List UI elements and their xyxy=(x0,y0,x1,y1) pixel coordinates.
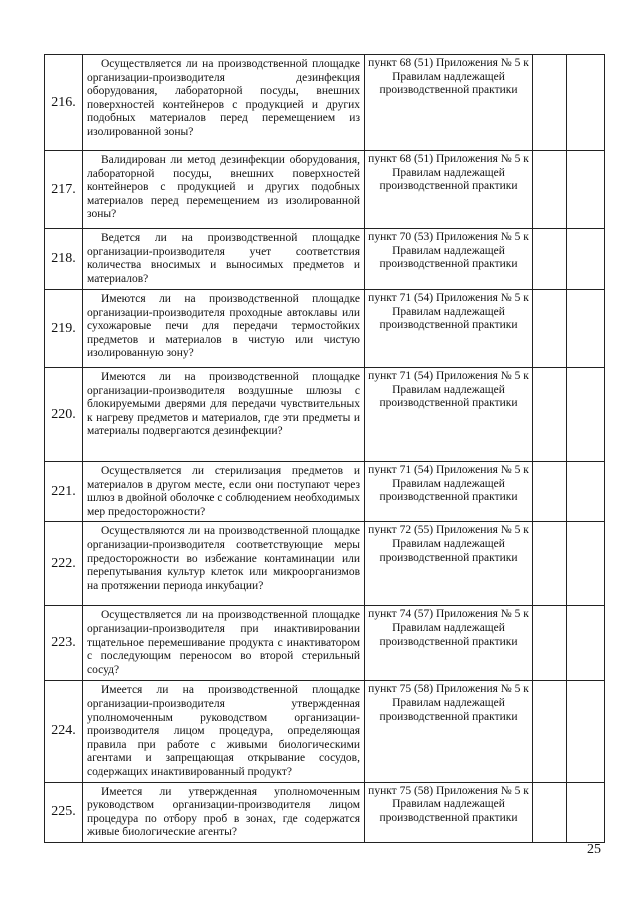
table-row xyxy=(45,462,605,522)
reference-cell: пункт 75 (58) Приложения № 5 к Правилам надлежащей производственной практики xyxy=(365,782,533,842)
answer-cell-yes xyxy=(533,290,567,368)
answer-cell-no xyxy=(567,151,605,229)
table-row xyxy=(45,522,605,606)
answer-cell-no xyxy=(567,462,605,522)
question-text: Ведется ли на производственной площадке организации-производителя учет соответствия количества вносимых и выносимых предметов и материалов? xyxy=(87,232,360,285)
question-cell xyxy=(83,290,365,368)
question-cell xyxy=(83,681,365,782)
row-number: 216. xyxy=(45,55,83,151)
reference-cell: пункт 72 (55) Приложения № 5 к Правилам надлежащей производственной практики xyxy=(365,522,533,606)
question-text: Имеются ли на производственной площадке организации-производителя воздушные шлюзы с блокируемыми дверями для передачи чувствительных к нагреву предметов и материалов, где эти предметы и материалы подвергаются дезинфекции? xyxy=(87,371,360,438)
reference-cell: пункт 68 (51) Приложения № 5 к Правилам надлежащей производственной практики xyxy=(365,55,533,151)
answer-cell-no xyxy=(567,229,605,290)
row-number: 221. xyxy=(45,462,83,522)
row-number: 223. xyxy=(45,606,83,681)
question-text: Имеется ли на производственной площадке организации-производителя утвержденная уполномоченным руководством организации-производителя лицом процедура, определяющая правила при работе с живыми биологическими агентами и запрещающая открывание сосудов, содержащих инактивированный продукт? xyxy=(87,684,360,778)
question-cell xyxy=(83,229,365,290)
answer-cell-yes xyxy=(533,462,567,522)
answer-cell-no xyxy=(567,368,605,462)
question-text: Осуществляется ли стерилизация предметов и материалов в другом месте, если они поступают через шлюз в двойной оболочке с соблюдением необходимых мер предосторожности? xyxy=(87,465,360,518)
row-number: 225. xyxy=(45,782,83,842)
question-text: Осуществляется ли на производственной площадке организации-производителя при инактивировании тщательное перемешивание продукта с инактиватором с последующим переносом во второй стерильный сосуд? xyxy=(87,609,360,676)
answer-cell-yes xyxy=(533,229,567,290)
answer-cell-no xyxy=(567,606,605,681)
answer-cell-no xyxy=(567,290,605,368)
answer-cell-yes xyxy=(533,151,567,229)
row-number: 224. xyxy=(45,681,83,782)
reference-cell: пункт 70 (53) Приложения № 5 к Правилам надлежащей производственной практики xyxy=(365,229,533,290)
question-cell xyxy=(83,782,365,842)
reference-cell: пункт 71 (54) Приложения № 5 к Правилам надлежащей производственной практики xyxy=(365,462,533,522)
checklist-table xyxy=(44,54,605,843)
question-text: Осуществляются ли на производственной площадке организации-производителя соответствующие меры предосторожности во избежание контаминации или перепутывания культур клеток или микроорганизмов на протяжении периода инкубации? xyxy=(87,525,360,592)
reference-cell: пункт 71 (54) Приложения № 5 к Правилам надлежащей производственной практики xyxy=(365,368,533,462)
answer-cell-yes xyxy=(533,606,567,681)
answer-cell-no xyxy=(567,681,605,782)
answer-cell-yes xyxy=(533,55,567,151)
row-number: 219. xyxy=(45,290,83,368)
question-cell xyxy=(83,368,365,462)
question-cell xyxy=(83,522,365,606)
page-number: 25 xyxy=(587,842,601,857)
table-row xyxy=(45,606,605,681)
row-number: 217. xyxy=(45,151,83,229)
table-row xyxy=(45,681,605,782)
question-cell xyxy=(83,462,365,522)
table-row xyxy=(45,151,605,229)
question-text: Имеются ли на производственной площадке организации-производителя проходные автоклавы или сухожаровые печи для передачи термостойких предметов и материалов в чистую или чистую изолированную зону? xyxy=(87,293,360,360)
answer-cell-no xyxy=(567,522,605,606)
table-row xyxy=(45,368,605,462)
table-row xyxy=(45,55,605,151)
answer-cell-no xyxy=(567,782,605,842)
question-text: Валидирован ли метод дезинфекции оборудования, лабораторной посуды, внешних поверхностей контейнеров с продукцией и других подобных материалов перед перемещением из изолированной зоны? xyxy=(87,154,360,221)
question-cell xyxy=(83,606,365,681)
table-row xyxy=(45,782,605,842)
row-number: 220. xyxy=(45,368,83,462)
question-cell xyxy=(83,55,365,151)
reference-cell: пункт 71 (54) Приложения № 5 к Правилам надлежащей производственной практики xyxy=(365,290,533,368)
table-row xyxy=(45,290,605,368)
table-row xyxy=(45,229,605,290)
row-number: 222. xyxy=(45,522,83,606)
answer-cell-yes xyxy=(533,522,567,606)
question-cell xyxy=(83,151,365,229)
reference-cell: пункт 68 (51) Приложения № 5 к Правилам надлежащей производственной практики xyxy=(365,151,533,229)
reference-cell: пункт 74 (57) Приложения № 5 к Правилам надлежащей производственной практики xyxy=(365,606,533,681)
reference-cell: пункт 75 (58) Приложения № 5 к Правилам надлежащей производственной практики xyxy=(365,681,533,782)
answer-cell-yes xyxy=(533,368,567,462)
row-number: 218. xyxy=(45,229,83,290)
answer-cell-yes xyxy=(533,681,567,782)
answer-cell-yes xyxy=(533,782,567,842)
answer-cell-no xyxy=(567,55,605,151)
question-text: Имеется ли утвержденная уполномоченным руководством организации-производителя лицом процедура по отбору проб в зонах, где содержатся живые биологические агенты? xyxy=(87,785,360,839)
question-text: Осуществляется ли на производственной площадке организации-производителя дезинфекция оборудования, лабораторной посуды, внешних поверхностей контейнеров с продукцией и других подобных материалов перед перемещением из изолированной зоны? xyxy=(87,58,360,138)
